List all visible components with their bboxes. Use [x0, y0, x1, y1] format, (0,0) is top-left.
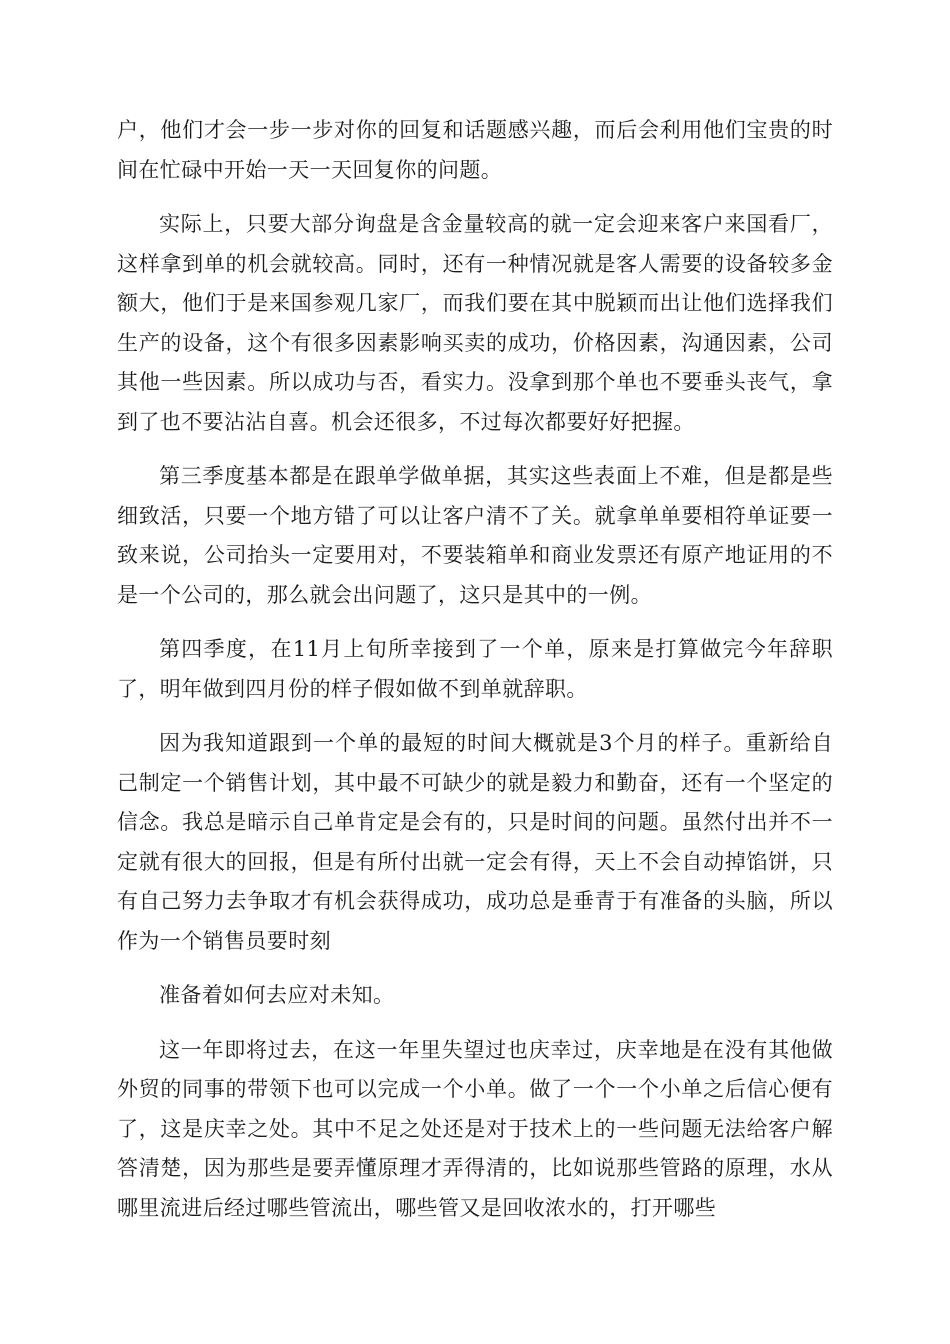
paragraph-plan: 因为我知道跟到一个单的最短的时间大概就是3个月的样子。重新给自己制定一个销售计划，其中最不可缺少的就是毅力和勤奋，还有一个坚定的信念。我总是暗示自己单肯定是会有的，只是时间的问题。虽然付出并不一定就有很大的回报，但是有所付出就一定会有得，天上不会自动掉馅饼，只有自己努力去争取才有机会获得成功，成功总是垂青于有准备的头脑，所以作为一个销售员要时刻: [117, 731, 833, 953]
paragraph-q3: 第三季度基本都是在跟单学做单据，其实这些表面上不难，但是都是些细致活，只要一个地方错了可以让客户清不了关。就拿单单要相符单证要一致来说，公司抬头一定要用对，不要装箱单和商业发票还有原产地证用的不是一个公司的，那么就会出问题了，这只是其中的一例。: [117, 464, 833, 607]
paragraph-inquiries: 实际上，只要大部分询盘是含金量较高的就一定会迎来客户来国看厂，这样拿到单的机会就较高。同时，还有一种情况就是客人需要的设备较多金额大，他们于是来国参观几家厂，而我们要在其中脱颖而出让他们选择我们生产的设备，这个有很多因素影响买卖的成功，价格因素，沟通因素，公司其他一些因素。所以成功与否，看实力。没拿到那个单也不要垂头丧气，拿到了也不要沾沾自喜。机会还很多，不过每次都要好好把握。: [117, 212, 833, 434]
paragraph-year-review: 这一年即将过去，在这一年里失望过也庆幸过，庆幸地是在没有其他做外贸的同事的带领下也可以完成一个小单。做了一个一个小单之后信心便有了，这是庆幸之处。其中不足之处还是对于技术上的一些问题无法给客户解答清楚，因为那些是要弄懂原理才弄得清的，比如说那些管路的原理，水从哪里流进后经过哪些管流出，哪些管又是回收浓水的，打开哪些: [117, 1037, 833, 1220]
paragraph-q4: 第四季度，在11月上旬所幸接到了一个单，原来是打算做完今年辞职了，明年做到四月份的样子假如做不到单就辞职。: [117, 637, 833, 701]
document-page: [117, 111, 833, 1243]
paragraph-prepare: 准备着如何去应对未知。: [159, 983, 395, 1007]
paragraph-continuation: 户，他们才会一步一步对你的回复和话题感兴趣，而后会利用他们宝贵的时间在忙碌中开始一天一天回复你的问题。: [117, 118, 833, 182]
